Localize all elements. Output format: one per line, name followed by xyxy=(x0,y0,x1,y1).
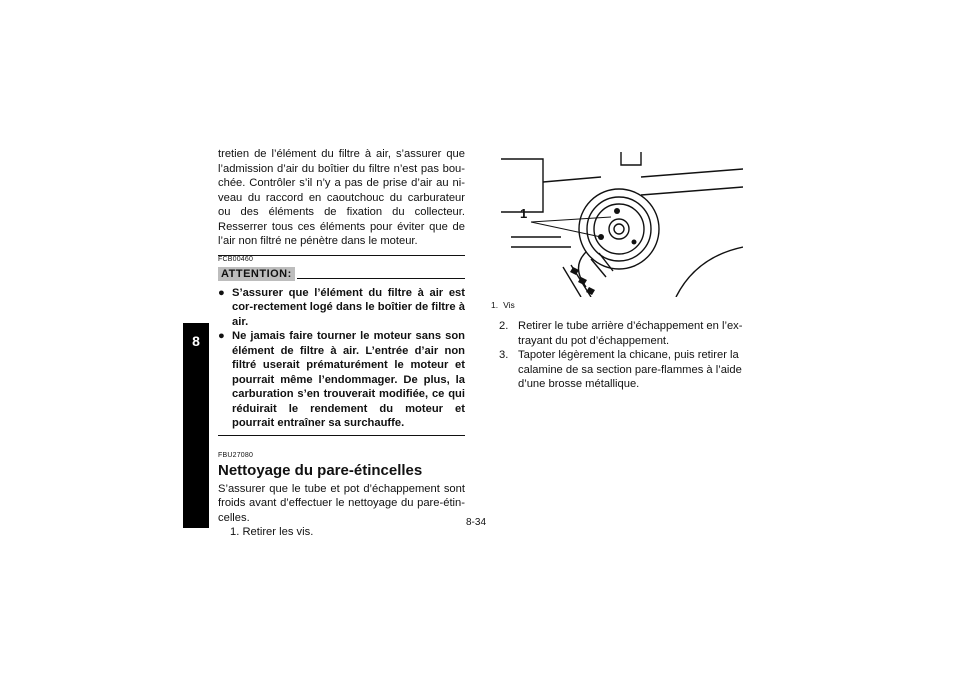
section-title: Nettoyage du pare-étincelles xyxy=(218,461,423,479)
page-number: 8-34 xyxy=(466,517,487,528)
attention-header xyxy=(218,267,465,281)
caption-number: 1. xyxy=(491,300,499,310)
attention-end-rule xyxy=(218,435,465,436)
attention-list xyxy=(218,286,465,431)
attention-item xyxy=(218,286,465,330)
step-1: 1. Retirer les vis. xyxy=(230,526,314,538)
step-number: 3. xyxy=(499,349,509,361)
spark-arrester-figure xyxy=(491,147,743,297)
left-column xyxy=(218,147,465,540)
caption-text: Vis xyxy=(503,300,515,310)
figure-caption xyxy=(491,300,743,310)
attention-item-text: Ne jamais faire tourner le moteur sans son élément de filtre à air. L’entrée d’air non filtré userait prématurément le moteur et pourrait même l’endommager. De plus, la carburation s’en trouverait modifiée, ce qui réduirait le rendement du moteur et pourrait entraîner sa surchauffe. xyxy=(232,330,465,429)
section-code: FBU27080 xyxy=(218,451,254,459)
attention-box xyxy=(218,255,465,436)
right-column xyxy=(491,147,743,392)
attention-rule xyxy=(297,278,465,279)
chapter-number: 8 xyxy=(192,333,200,349)
bullet-icon: ● xyxy=(218,286,225,299)
spark-arrester-illustration xyxy=(491,147,743,297)
figure-callout-label: 1 xyxy=(520,206,528,221)
intro-paragraph: tretien de l’élément du filtre à air, s’assurer que l’admission d’air du boîtier du filtre n’est pas bou-chée. Contrôler s’il n’y a pas de prise d’air au ni-veau du raccord en caoutchouc du carburateur ou des éléments de fixation du collecteur. Resserrer tous ces éléments pour éviter que de l’air non filtré ne pénètre dans le moteur. xyxy=(218,148,465,247)
step-3 xyxy=(491,348,743,392)
bullet-icon: ● xyxy=(218,330,225,342)
section-paragraph: S’assurer que le tube et pot d’échappement sont froids avant d’effectuer le nettoyage du pare-étin-celles. xyxy=(218,482,465,524)
step-2 xyxy=(491,319,743,348)
right-steps xyxy=(491,319,743,392)
attention-label: ATTENTION: xyxy=(218,267,295,281)
attention-item xyxy=(218,329,465,431)
step-text: Retirer le tube arrière d’échappement en l’ex-trayant du pot d’échappement. xyxy=(518,320,743,347)
step-text: Tapoter légèrement la chicane, puis retirer la calamine de sa section pare-flammes à l’aide d’une brosse métallique. xyxy=(518,349,742,390)
step-number: 2. xyxy=(499,320,509,332)
attention-item-text: S’assurer que l’élément du filtre à air est cor-rectement logé dans le boîtier de filtre à air. xyxy=(232,286,465,328)
attention-code: FCB00460 xyxy=(218,255,254,263)
chapter-tab xyxy=(183,323,209,528)
